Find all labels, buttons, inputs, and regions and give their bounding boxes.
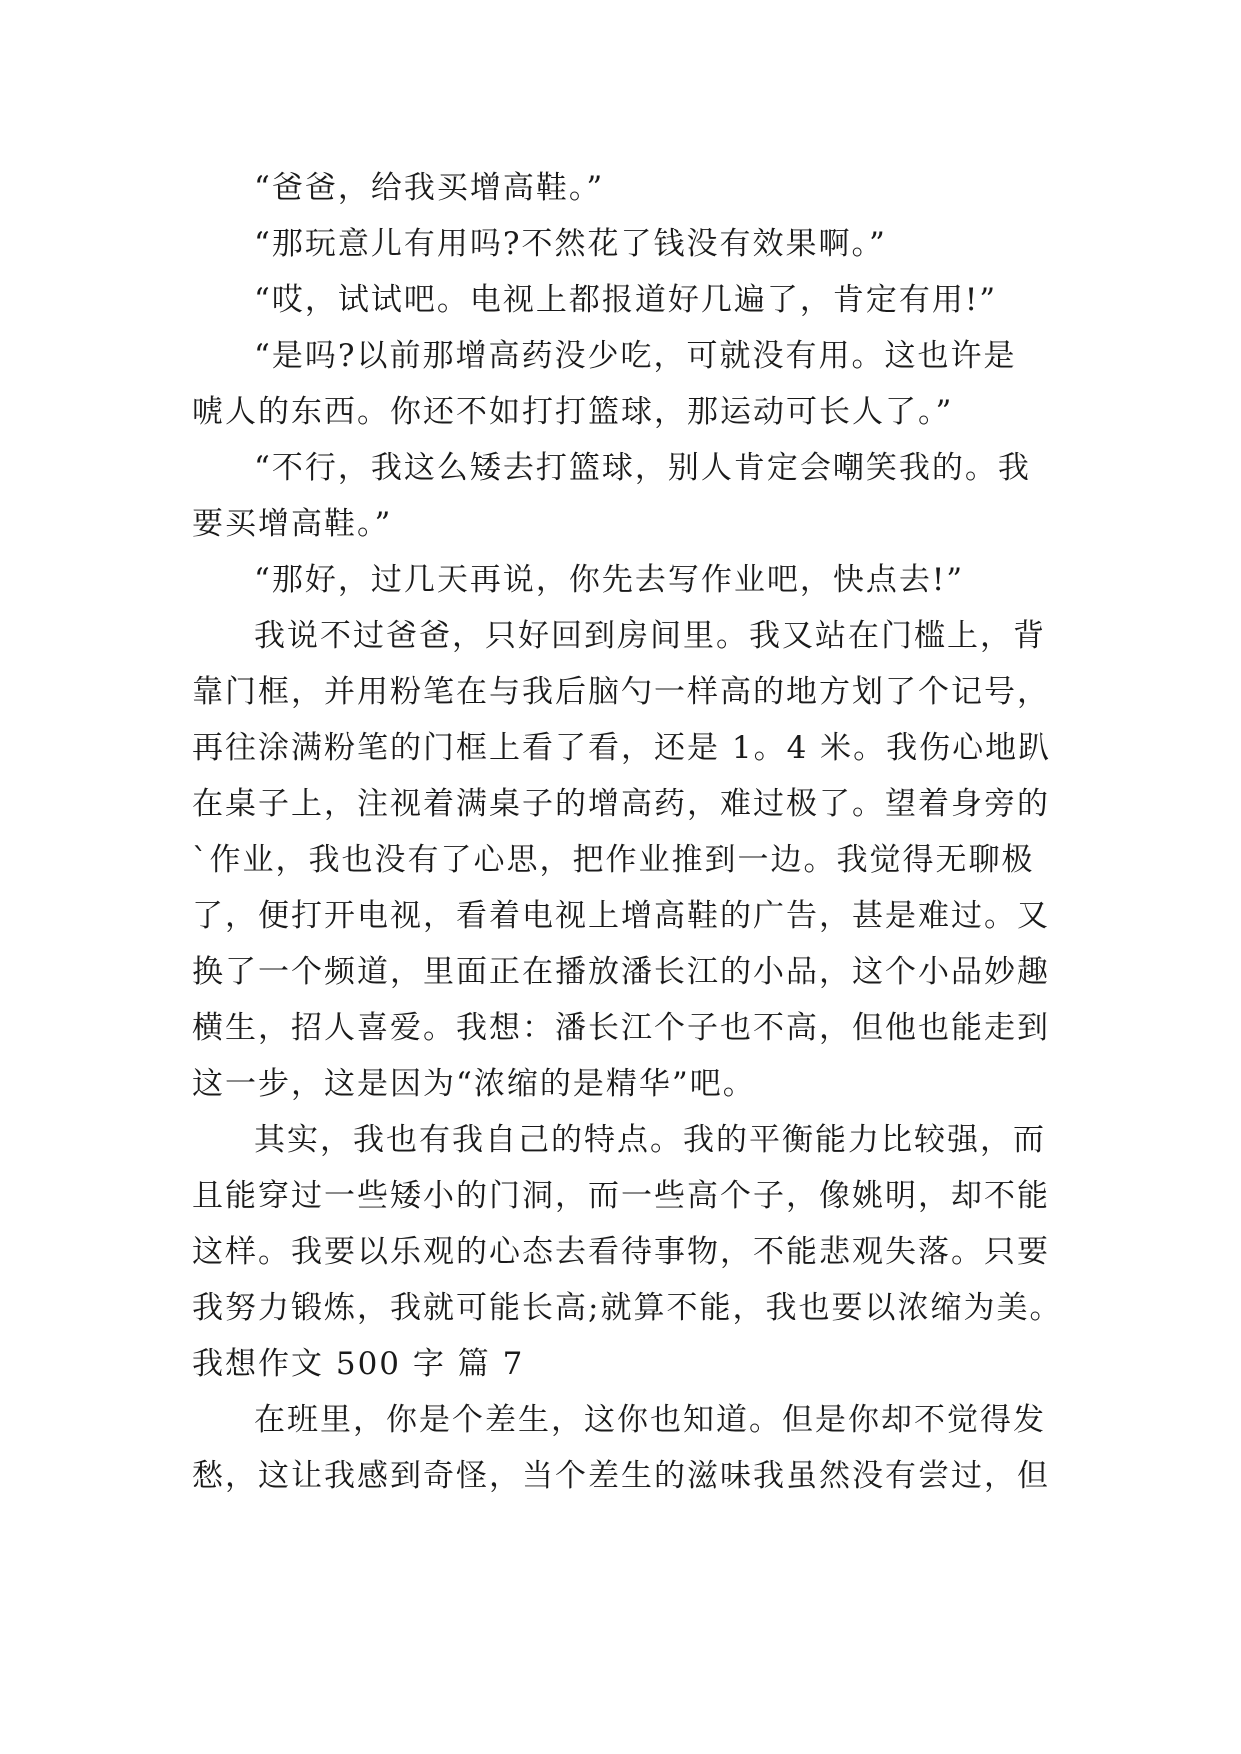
paragraph-line: “是吗?以前那增高药没少吃，可就没有用。这也许是 <box>254 338 1017 374</box>
essay-body <box>192 160 1062 1504</box>
paragraph-line: `作业，我也没有了心思，把作业推到一边。我觉得无聊极 <box>192 842 1035 878</box>
paragraph-line: 换了一个频道，里面正在播放潘长江的小品，这个小品妙趣 <box>192 954 1050 990</box>
paragraph-line: 这一步，这是因为“浓缩的是精华”吧。 <box>192 1066 756 1102</box>
paragraph-line: “哎，试试吧。电视上都报道好几遍了，肯定有用!” <box>254 282 998 318</box>
paragraph-line: “那玩意儿有用吗?不然花了钱没有效果啊。” <box>254 226 887 262</box>
paragraph-line: 要买增高鞋。” <box>192 506 393 542</box>
paragraph-line: 横生，招人喜爱。我想：潘长江个子也不高，但他也能走到 <box>192 1010 1050 1046</box>
paragraph-line: 唬人的东西。你还不如打打篮球，那运动可长人了。” <box>192 394 954 430</box>
paragraph-line: 了，便打开电视，看着电视上增高鞋的广告，甚是难过。又 <box>192 898 1050 934</box>
paragraph-line: 其实，我也有我自己的特点。我的平衡能力比较强，而 <box>254 1122 1046 1158</box>
paragraph-line: 在班里，你是个差生，这你也知道。但是你却不觉得发 <box>254 1402 1046 1438</box>
paragraph-line: 再往涂满粉笔的门框上看了看，还是 1。4 米。我伤心地趴 <box>192 730 1052 766</box>
paragraph-line: “不行，我这么矮去打篮球，别人肯定会嘲笑我的。我 <box>254 450 1031 486</box>
paragraph-line: “那好，过几天再说，你先去写作业吧，快点去!” <box>254 562 965 598</box>
paragraph-line: 我努力锻炼，我就可能长高;就算不能，我也要以浓缩为美。 <box>192 1290 1063 1326</box>
paragraph-line: 在桌子上，注视着满桌子的增高药，难过极了。望着身旁的 <box>192 786 1050 822</box>
paragraph-line: 且能穿过一些矮小的门洞，而一些高个子，像姚明，却不能 <box>192 1178 1050 1214</box>
paragraph-line: 我说不过爸爸，只好回到房间里。我又站在门槛上，背 <box>254 618 1046 654</box>
section-heading: 我想作文 500 字 篇 7 <box>192 1346 525 1382</box>
paragraph-line: “爸爸，给我买增高鞋。” <box>254 170 605 206</box>
paragraph-line: 愁，这让我感到奇怪，当个差生的滋味我虽然没有尝过，但 <box>192 1458 1050 1494</box>
paragraph-line: 靠门框，并用粉笔在与我后脑勺一样高的地方划了个记号， <box>192 674 1050 710</box>
paragraph-line: 这样。我要以乐观的心态去看待事物，不能悲观失落。只要 <box>192 1234 1050 1270</box>
